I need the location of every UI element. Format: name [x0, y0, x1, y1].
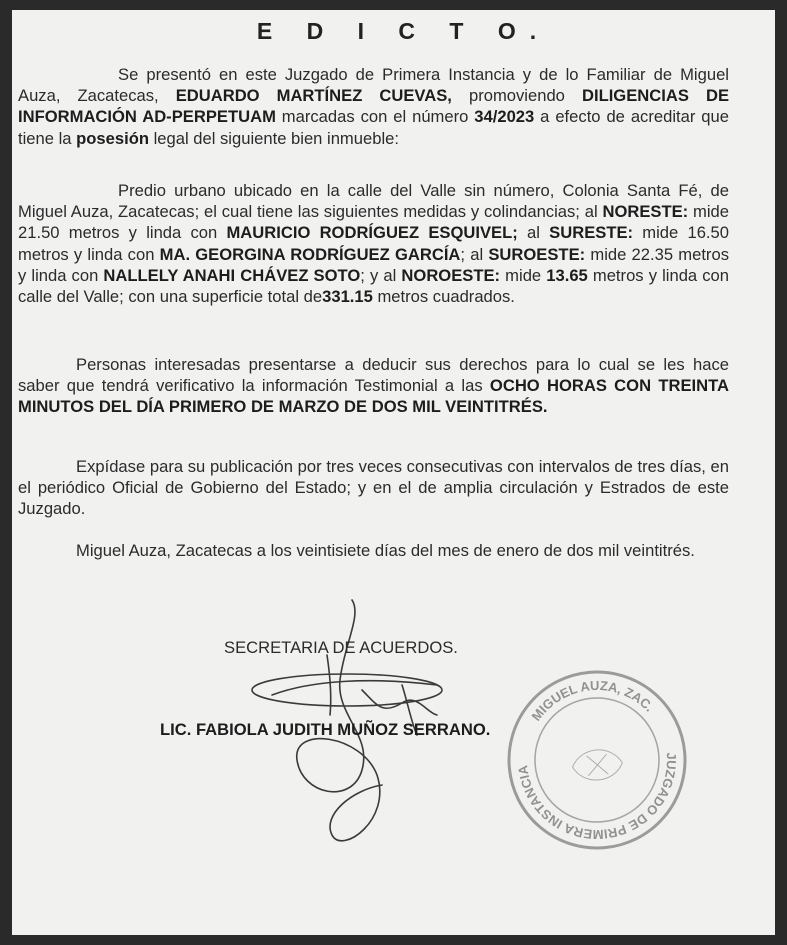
text: legal del siguiente bien inmueble: — [148, 128, 399, 148]
posesion-word: posesión — [76, 128, 149, 148]
secretaria-label: SECRETARIA DE ACUERDOS. — [224, 638, 458, 657]
case-number: 34/2023 — [474, 107, 535, 127]
signer-name: LIC. FABIOLA JUDITH MUÑOZ SERRANO. — [160, 720, 491, 739]
sureste-label: SURESTE: — [549, 223, 634, 243]
text: metros y linda con calle del Valle; con una superficie total de — [18, 265, 730, 307]
paragraph-date: Miguel Auza, Zacatecas a los veintisiete días del mes de enero de dos mil veintitrés. — [76, 541, 695, 560]
hearing-datetime: OCHO HORAS CON TREINTA MINUTOS DEL DÍA PRIMERO DE MARZO DE DOS MIL VEINTITRÉS. — [18, 376, 729, 417]
text: Personas interesadas presentarse a deducir sus derechos para lo cual se les hace saber que tendrá verificativo la información Testimonial a las — [18, 355, 729, 396]
noroeste-measure: 13.65 — [546, 265, 588, 285]
text: a efecto de acreditar que tiene la — [18, 107, 729, 148]
court-seal — [497, 665, 697, 855]
text: mide 16.50 metros y linda con — [18, 223, 729, 264]
paragraph-hearing — [18, 354, 729, 418]
diligencias-title: DILIGENCIAS DE INFORMACIÓN AD-PERPETUAM — [18, 86, 730, 127]
text: mide — [500, 265, 547, 285]
paragraph-presentation — [18, 64, 729, 149]
text: mide 22.35 metros y linda con — [18, 244, 729, 285]
document-page — [12, 10, 775, 935]
total-area: 331.15 — [322, 287, 373, 307]
seal-text-bottom: MIGUEL AUZA, ZAC. — [528, 677, 657, 724]
text: Se presentó en este Juzgado de Primera Instancia y de lo Familiar de Miguel Auza, Zacatecas, — [18, 65, 729, 106]
text: mide 21.50 metros y linda con — [18, 202, 729, 243]
document-title: E D I C T O. — [256, 18, 551, 44]
text: ; al — [460, 244, 489, 264]
neighbor-2: MA. GEORGINA RODRÍGUEZ GARCÍA — [159, 244, 461, 264]
text: metros cuadrados. — [372, 287, 515, 307]
seal-text-top: JUZGADO DE PRIMERA INSTANCIA — [515, 752, 680, 843]
text: marcadas con el número — [275, 107, 475, 127]
noroeste-label: NOROESTE: — [401, 265, 501, 285]
text: al — [517, 223, 550, 243]
noreste-label: NORESTE: — [602, 202, 689, 222]
text: ; y al — [360, 265, 402, 285]
promovente-name: EDUARDO MARTÍNEZ CUEVAS, — [175, 86, 452, 106]
neighbor-1: MAURICIO RODRÍGUEZ ESQUIVEL; — [226, 223, 518, 243]
text: Predio urbano ubicado en la calle del Valle sin número, Colonia Santa Fé, de Miguel Auza, Zacatecas; el cual tiene las siguientes medidas y colindancias; al — [18, 181, 729, 222]
text: promoviendo — [451, 86, 582, 106]
svg-text:JUZGADO DE PRIMERA INSTANCIA — [515, 751, 686, 849]
neighbor-3: NALLELY ANAHI CHÁVEZ SOTO — [103, 265, 361, 285]
paragraph-property — [18, 180, 729, 307]
paragraph-publication: Expídase para su publicación por tres veces consecutivas con intervalos de tres días, en el periódico Oficial de Gobierno del Estado; y en el de amplia circulación y Estrados de este Juzgado. — [18, 457, 729, 519]
suroeste-label: SUROESTE: — [488, 244, 586, 264]
